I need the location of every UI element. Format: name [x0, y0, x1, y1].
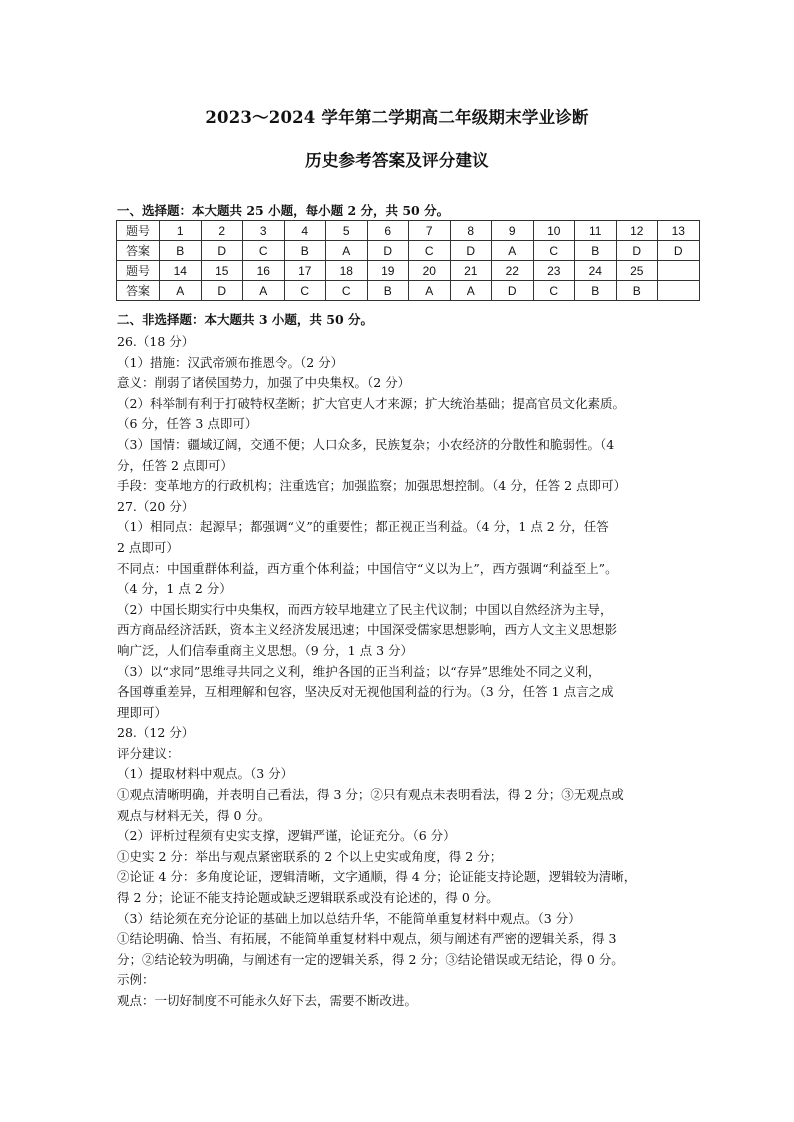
table-cell: 4 [284, 221, 326, 241]
text-line: （1）提取材料中观点。（3 分） [117, 766, 294, 782]
text-line: 26.（18 分） [117, 334, 195, 349]
section-heading-choice: 一、选择题：本大题共 25 小题，每小题 2 分，共 50 分。 [117, 203, 450, 218]
document-subtitle: 历史参考答案及评分建议 [305, 151, 489, 170]
table-cell: B [160, 241, 202, 261]
table-cell: 5 [326, 221, 368, 241]
text-line: 西方商品经济活跃，资本主义经济发展迅速；中国深受儒家思想影响，西方人文主义思想影 [117, 622, 618, 638]
text-line: 27.（20 分） [117, 498, 195, 514]
table-cell: 25 [616, 261, 658, 281]
table-cell: D [367, 241, 409, 261]
text-line: 手段：变革地方的行政机构；注重选官；加强监察；加强思想控制。（4 分，任答 2 点即可） [117, 478, 627, 494]
text-line: （3）以“求同”思维寻共同之义利，维护各国的正当利益；以“存异”思维处不同之义利， [117, 663, 601, 679]
document-title: 2023～2024 学年第二学期高二年级期末学业诊断 [205, 108, 589, 127]
answer-text-block [117, 332, 683, 1012]
text-line: （2）评析过程须有史实支撑，逻辑严谨，论证充分。（6 分） [117, 828, 456, 844]
table-cell: 16 [243, 261, 285, 281]
table-cell: C [284, 281, 326, 301]
text-line: 示例： [117, 972, 155, 988]
table-row [117, 221, 700, 241]
text-line: （2）中国长期实行中央集权，而西方较早地建立了民主代议制；中国以自然经济为主导， [117, 601, 613, 617]
table-row-header: 答案 [117, 281, 160, 301]
table-cell: D [616, 241, 658, 261]
table-cell: 8 [450, 221, 492, 241]
table-cell [658, 281, 700, 301]
text-line: 响广泛，人们信奉重商主义思想。（9 分，1 点 3 分） [117, 642, 414, 658]
table-cell: D [201, 241, 243, 261]
table-cell: A [450, 281, 492, 301]
table-cell: C [326, 281, 368, 301]
text-line: 28.（12 分） [117, 725, 195, 741]
table-cell: 9 [492, 221, 534, 241]
table-cell: 17 [284, 261, 326, 281]
answer-table [116, 220, 700, 301]
text-line: 观点与材料无关，得 0 分。 [117, 807, 271, 823]
table-row-header: 答案 [117, 241, 160, 261]
table-cell: 2 [201, 221, 243, 241]
table-cell: A [409, 281, 451, 301]
table-cell: D [492, 281, 534, 301]
text-line: 评分建议： [117, 745, 180, 761]
table-cell: 10 [533, 221, 575, 241]
text-line: 理即可） [117, 704, 168, 720]
text-line: （3）国情：疆域辽阔，交通不便；人口众多，民族复杂；小农经济的分散性和脆弱性。（4 [117, 436, 615, 452]
table-cell: B [616, 281, 658, 301]
table-cell: C [409, 241, 451, 261]
table-cell: D [201, 281, 243, 301]
table-cell: 13 [658, 221, 700, 241]
text-line: 不同点：中国重群体利益，西方重个体利益；中国信守“义以为上”，西方强调“利益至上”。 [117, 560, 618, 576]
table-cell: B [575, 241, 617, 261]
section-heading-nonchoice: 二、非选择题：本大题共 3 小题，共 50 分。 [117, 312, 374, 327]
table-cell: A [160, 281, 202, 301]
table-cell: C [243, 241, 285, 261]
text-line: ①观点清晰明确，并表明自己看法，得 3 分；②只有观点未表明看法，得 2 分；③无观点或 [117, 787, 624, 803]
text-line: 观点：一切好制度不可能永久好下去，需要不断改进。 [117, 993, 418, 1008]
text-line: ①史实 2 分：举出与观点紧密联系的 2 个以上史实或角度，得 2 分； [117, 848, 503, 864]
text-line: ②论证 4 分：多角度论证，逻辑清晰，文字通顺，得 4 分；论证能支持论题，逻辑较为清晰， [117, 869, 637, 885]
table-cell: 21 [450, 261, 492, 281]
text-line: ①结论明确、恰当、有拓展，不能简单重复材料中观点，须与阐述有严密的逻辑关系，得 3 [117, 931, 617, 947]
table-cell: 1 [160, 221, 202, 241]
table-cell: 20 [409, 261, 451, 281]
text-line: （3）结论须在充分论证的基础上加以总结升华，不能简单重复材料中观点。（3 分） [117, 910, 581, 926]
table-cell: 15 [201, 261, 243, 281]
table-cell: B [367, 281, 409, 301]
text-line: 分；②结论较为明确，与阐述有一定的逻辑关系，得 2 分；③结论错误或无结论，得 0 分。 [117, 951, 624, 967]
table-cell: B [575, 281, 617, 301]
text-line: （4 分，1 点 2 分） [117, 581, 232, 597]
table-row [117, 241, 700, 261]
table-cell: 7 [409, 221, 451, 241]
text-line: 2 点即可） [117, 539, 179, 555]
table-cell: 6 [367, 221, 409, 241]
text-line: （6 分，任答 3 点即可） [117, 416, 258, 432]
table-cell: C [533, 281, 575, 301]
table-cell: A [243, 281, 285, 301]
table-cell: 19 [367, 261, 409, 281]
table-row [117, 281, 700, 301]
table-cell: 22 [492, 261, 534, 281]
table-cell [658, 261, 700, 281]
text-line: 各国尊重差异，互相理解和包容，坚决反对无视他国利益的行为。（3 分，任答 1 点言之成 [117, 684, 614, 700]
table-cell: D [658, 241, 700, 261]
table-cell: A [492, 241, 534, 261]
text-line: （1）措施：汉武帝颁布推恩令。（2 分） [117, 354, 344, 370]
table-cell: 18 [326, 261, 368, 281]
table-cell: 23 [533, 261, 575, 281]
text-line: 意义：削弱了诸侯国势力，加强了中央集权。（2 分） [117, 375, 411, 391]
table-cell: 12 [616, 221, 658, 241]
table-cell: 14 [160, 261, 202, 281]
table-cell: 24 [575, 261, 617, 281]
table-row-header: 题号 [117, 261, 160, 281]
table-row-header: 题号 [117, 221, 160, 241]
table-cell: 3 [243, 221, 285, 241]
text-line: 得 2 分；论证不能支持论题或缺乏逻辑联系或没有论述的，得 0 分。 [117, 890, 499, 906]
table-row [117, 261, 700, 281]
table-cell: B [284, 241, 326, 261]
table-cell: A [326, 241, 368, 261]
text-line: 分，任答 2 点即可） [117, 457, 233, 473]
table-cell: 11 [575, 221, 617, 241]
table-cell: D [450, 241, 492, 261]
text-line: （2）科举制有利于打破特权垄断；扩大官吏人才来源；扩大统治基础；提高官员文化素质。 [117, 395, 625, 411]
text-line: （1）相同点：起源早；都强调“义”的重要性；都正视正当利益。（4 分，1 点 2 分，任答 [117, 519, 609, 535]
table-cell: C [533, 241, 575, 261]
